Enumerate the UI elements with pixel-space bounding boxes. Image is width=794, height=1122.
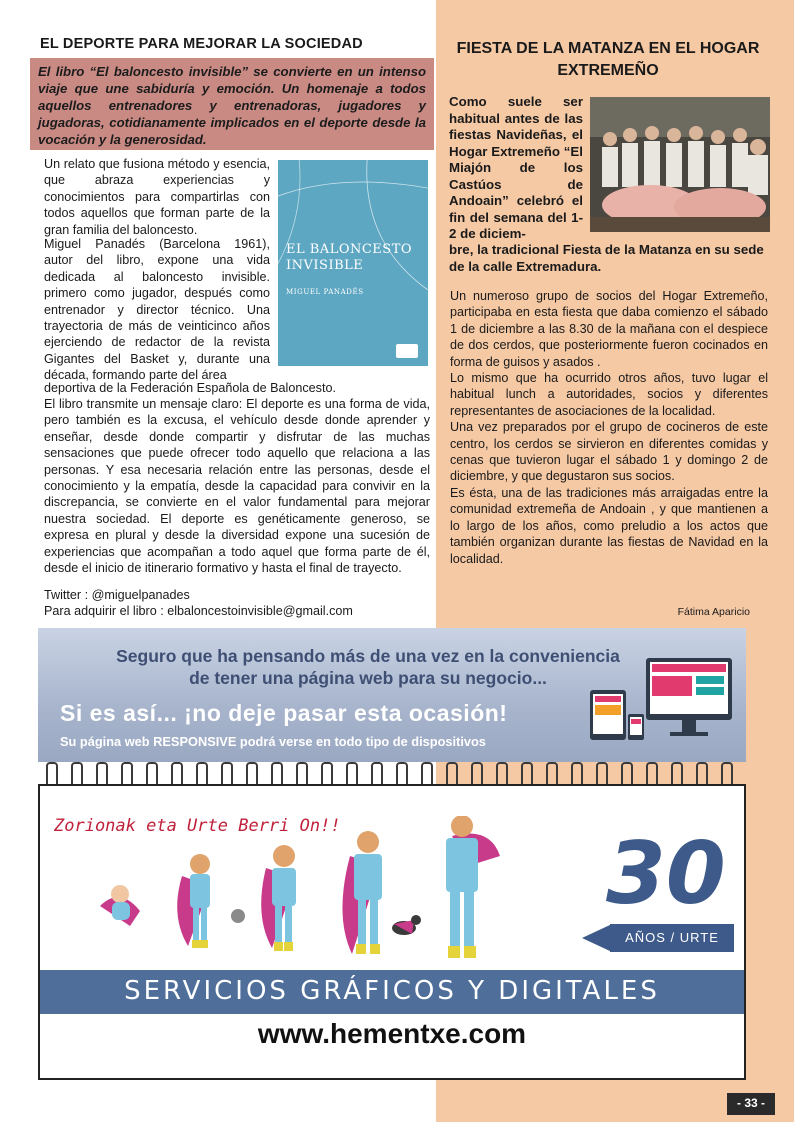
website-url-link[interactable]: www.hementxe.com: [257, 1018, 527, 1049]
book-title: EL BALONCESTO INVISIBLE: [286, 242, 413, 273]
hementxe-ad-banner[interactable]: [38, 784, 746, 1080]
pencil-tip-icon: [582, 924, 612, 952]
twitter-handle: Twitter : @miguelpanades: [44, 588, 190, 602]
left-article-lead: El libro “El baloncesto invisible” se convierte en un intenso viaje que une sabiduría y emoción. Un homenaje a todos aquellos entrenadores y entrenadoras, jugadores y jugadoras, cotidianamente implicados en el deporte desde la vocación y la generosidad.: [38, 64, 426, 147]
page-number: - 33 -: [736, 1096, 765, 1110]
ad-headline-line-2: de tener una página web para su negocio...: [189, 668, 547, 688]
ad-subline: Su página web RESPONSIVE podrá verse en todo tipo de dispositivos: [60, 734, 486, 749]
left-article-paragraph-1: Un relato que fusiona método y esencia, que abraza experiencias y conocimientos para compartirlas con todos aquellos que forman parte de la gran familia del baloncesto.: [44, 157, 270, 237]
right-article-paragraph-3: Una vez preparados por el grupo de cocineros de este centro, los cerdos se sirvieron en diferentes comidas y cenas que tuvieron lugar el sábado 1 y domingo 2 de diciembre, y que degustaron sus socios.: [450, 420, 768, 484]
matanza-group-photo: [590, 97, 770, 232]
services-label: SERVICIOS GRÁFICOS Y DIGITALES: [124, 976, 660, 1006]
ad-headline-line-1: Seguro que ha pensando más de una vez en la conveniencia: [116, 646, 620, 666]
purchase-contact: Para adquirir el libro : elbaloncestoinvisible@gmail.com: [44, 604, 353, 618]
right-article-paragraph-2: Lo mismo que ha ocurrido otros años, tuvo lugar el habitual lunch a autoridades, socios y diferentes representantes de asociaciones de la localidad.: [450, 371, 768, 418]
superhero-figures-illustration: [90, 816, 500, 966]
left-article-paragraph-2-end: deportiva de la Federación Española de Baloncesto.: [44, 381, 336, 395]
right-article-lead-end: bre, la tradicional Fiesta de la Matanza en su sede de la calle Extremadura.: [449, 242, 764, 274]
matanza-photo-illustration: [590, 97, 770, 232]
left-article-paragraph-2: Miguel Panadés (Barcelona 1961), autor del libro, expone una vida dedicada al baloncesto invisible. primero como jugador, después como entrenador y director técnico. Una trayectoria de más de veinticinco años ejerciendo de redactor de la revista Gigantes del Basket y, durante una década, formando parte del área: [44, 237, 270, 383]
book-author: MIGUEL PANADÉS: [286, 288, 364, 296]
article-author: Fátima Aparicio: [677, 606, 750, 618]
right-article-title: FIESTA DE LA MATANZA EN EL HOGAR EXTREMEÑO: [456, 40, 760, 79]
left-article-title: EL DEPORTE PARA MEJORAR LA SOCIEDAD: [40, 36, 363, 52]
publisher-logo-icon: [396, 344, 418, 358]
right-article-lead: Como suele ser habitual antes de las fiestas Navideñas, el Hogar Extremeño “El Miajón de los Castúos de Andoain” celebró el fin del semana del 1-2 de diciem-: [449, 94, 583, 241]
anniversary-years-label: AÑOS / URTE: [625, 930, 719, 945]
web-design-ad-banner[interactable]: [38, 628, 746, 762]
left-article-paragraph-3: El libro transmite un mensaje claro: El deporte es una forma de vida, pero también es la excusa, el vehículo desde donde aprender y enseñar, desde donde compartir y disfrutar de las muchas sensaciones que puede ofrecer todo aquello que relaciona a las personas. Y esa necesaria relación entre las personas, desde el conocimiento y la empatía, desde la capacidad para convivir en la discrepancia, se convierte en el valor fundamental para mejorar nuestra sociedad. El deporte es genéticamente generoso, se expresa en plural y desde la diversidad expone una sucesión de experiencias que acompañan a todo aquel que forma parte de él, desde el inicio de itinerario formativo y hasta el final de trayecto.: [44, 397, 430, 576]
right-article-body: [450, 288, 768, 567]
ad-call-to-action: Si es así... ¡no deje pasar esta ocasión!: [60, 700, 508, 726]
right-article-paragraph-1: Un numeroso grupo de socios del Hogar Extremeño, participaba en esta fiesta que daba comienzo el sábado 1 de diciembre a las 8.30 de la mañana con el despiece de dos cerdos, que posteriormente fueron cocinados en forma de guisos y asados .: [450, 289, 768, 369]
new-year-greeting: Zorionak eta Urte Berri On!!: [54, 816, 341, 836]
responsive-devices-icon: [586, 654, 736, 756]
anniversary-number: 30: [606, 824, 726, 924]
book-cover-image: [278, 160, 428, 366]
right-article-paragraph-4: Es ésta, una de las tradiciones más arraigadas entre la comunidad extremeña de Andoain , y que mantienen a lo largo de los años, como preludio a los actos que también organizan durante las fiestas de Navidad en la localidad.: [450, 485, 768, 566]
superhero-figure-baby: [100, 885, 140, 926]
